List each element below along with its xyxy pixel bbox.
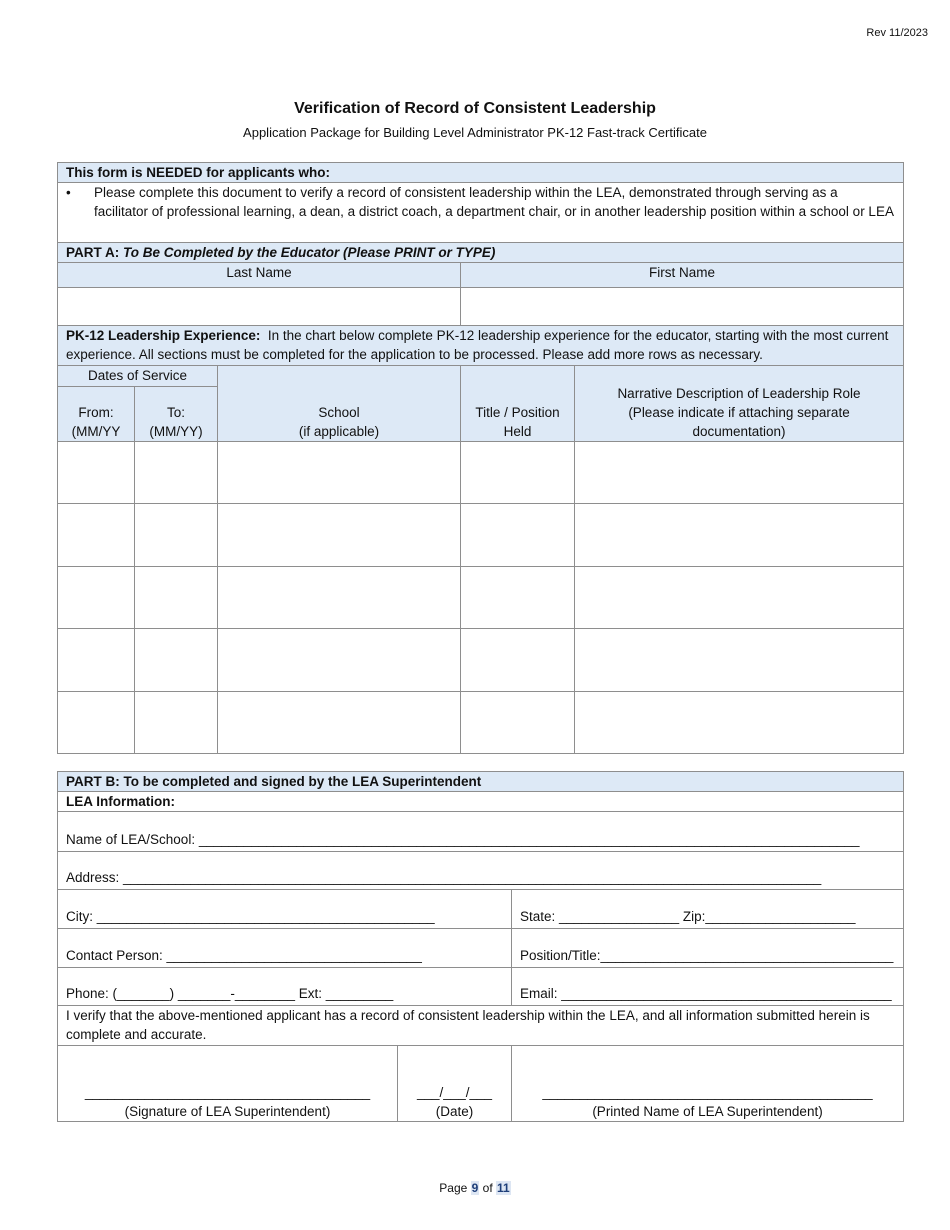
from-cell[interactable] <box>58 567 135 629</box>
first-name-field[interactable] <box>461 288 904 326</box>
narrative-cell[interactable] <box>575 504 904 567</box>
bullet-icon: • <box>66 185 71 200</box>
experience-row <box>58 504 904 567</box>
position-title-field[interactable]: Position/Title:_______________________________________ <box>512 929 904 968</box>
title-cell[interactable] <box>461 629 575 692</box>
from-header <box>58 387 135 442</box>
narrative-cell[interactable] <box>575 629 904 692</box>
from-cell[interactable] <box>58 504 135 567</box>
part-a-heading <box>58 243 904 263</box>
part-a-instruction: To Be Completed by the Educator (Please PRINT or TYPE) <box>123 245 496 260</box>
to-cell[interactable] <box>135 504 218 567</box>
to-header-line1: To: <box>166 405 185 420</box>
school-cell[interactable] <box>218 567 461 629</box>
from-cell[interactable] <box>58 442 135 504</box>
lea-info-heading: LEA Information: <box>58 792 904 812</box>
to-header <box>135 387 218 442</box>
needed-bullet-text: Please complete this document to verify a record of consistent leadership within the LEA, demonstrated through serving as a facilitator of professional learning, a dean, a district coach, a department chair, or in another leadership position within a school or LEA <box>94 185 894 219</box>
printed-name-block[interactable] <box>512 1046 904 1122</box>
page-title: Verification of Record of Consistent Leadership <box>294 100 656 117</box>
city-field[interactable]: City: _____________________________________________ <box>58 890 512 929</box>
narrative-cell[interactable] <box>575 692 904 754</box>
school-cell[interactable] <box>218 504 461 567</box>
narrative-header-line1: Narrative Description of Leadership Role <box>617 386 861 401</box>
printed-name-line: ____________________________________________ <box>542 1085 873 1100</box>
needed-heading: This form is NEEDED for applicants who: <box>58 163 904 183</box>
date-line: ___/___/___ <box>416 1085 493 1100</box>
experience-row <box>58 567 904 629</box>
lea-name-field[interactable]: Name of LEA/School: ________________________________________________________________________________________ <box>58 812 904 852</box>
school-header-line1: School <box>318 405 360 420</box>
part-a-table <box>57 162 904 754</box>
experience-instructions <box>58 326 904 366</box>
title-header-line1: Title / Position <box>475 405 560 420</box>
narrative-header-line2: (Please indicate if attaching separate <box>628 405 850 420</box>
narrative-header-line3: documentation) <box>692 424 786 439</box>
to-header-line2: (MM/YY) <box>149 424 203 439</box>
to-cell[interactable] <box>135 629 218 692</box>
last-name-header: Last Name <box>58 263 461 288</box>
school-cell[interactable] <box>218 692 461 754</box>
narrative-cell[interactable] <box>575 567 904 629</box>
title-cell[interactable] <box>461 442 575 504</box>
school-header-line2: (if applicable) <box>298 424 380 439</box>
signature-block[interactable] <box>58 1046 398 1122</box>
needed-bullet-cell <box>58 183 904 243</box>
first-name-header: First Name <box>461 263 904 288</box>
from-cell[interactable] <box>58 692 135 754</box>
narrative-cell[interactable] <box>575 442 904 504</box>
title-header-line2: Held <box>503 424 532 439</box>
part-a-label: PART A: <box>66 245 120 260</box>
signature-line: ______________________________________ <box>84 1085 371 1100</box>
experience-label: PK-12 Leadership Experience: <box>66 328 261 343</box>
title-cell[interactable] <box>461 504 575 567</box>
page-word: Page <box>439 1181 468 1195</box>
experience-row <box>58 442 904 504</box>
last-name-field[interactable] <box>58 288 461 326</box>
needed-bullet-item <box>66 183 895 221</box>
address-field[interactable]: Address: _____________________________________________________________________________________________ <box>58 852 904 890</box>
signature-label: (Signature of LEA Superintendent) <box>124 1104 331 1119</box>
from-header-line2: (MM/YY <box>71 424 121 439</box>
experience-row <box>58 629 904 692</box>
school-cell[interactable] <box>218 629 461 692</box>
from-header-line1: From: <box>78 405 114 420</box>
date-label: (Date) <box>435 1104 474 1119</box>
contact-person-field[interactable]: Contact Person: __________________________________ <box>58 929 512 968</box>
total-pages: 11 <box>497 1181 510 1195</box>
printed-name-label: (Printed Name of LEA Superintendent) <box>592 1104 823 1119</box>
experience-row <box>58 692 904 754</box>
revision-date: Rev 11/2023 <box>866 27 928 39</box>
narrative-header <box>575 366 904 442</box>
part-b-table <box>57 771 904 1122</box>
to-cell[interactable] <box>135 692 218 754</box>
to-cell[interactable] <box>135 567 218 629</box>
school-header <box>218 366 461 442</box>
from-cell[interactable] <box>58 629 135 692</box>
title-cell[interactable] <box>461 692 575 754</box>
page-number: 9 <box>471 1181 479 1195</box>
page-subtitle: Application Package for Building Level Administrator PK-12 Fast-track Certificate <box>243 125 707 140</box>
title-cell[interactable] <box>461 567 575 629</box>
school-cell[interactable] <box>218 442 461 504</box>
email-field[interactable]: Email: ____________________________________________ <box>512 968 904 1006</box>
title-position-header <box>461 366 575 442</box>
date-block[interactable] <box>398 1046 512 1122</box>
part-b-heading: PART B: To be completed and signed by the LEA Superintendent <box>58 772 904 792</box>
to-cell[interactable] <box>135 442 218 504</box>
of-word: of <box>482 1181 493 1195</box>
verification-statement: I verify that the above-mentioned applicant has a record of consistent leadership within the LEA, and all information submitted herein is complete and accurate. <box>58 1006 904 1046</box>
experience-text: In the chart below complete PK-12 leadership experience for the educator, starting with the most current experience. All sections must be completed for the application to be processed. Please add more rows as necessary. <box>66 328 889 362</box>
dates-of-service-header: Dates of Service <box>58 366 218 387</box>
phone-field[interactable]: Phone: (_______) _______-________ Ext: _________ <box>58 968 512 1006</box>
page-footer <box>0 1181 950 1195</box>
state-zip-field[interactable]: State: ________________ Zip:____________________ <box>512 890 904 929</box>
